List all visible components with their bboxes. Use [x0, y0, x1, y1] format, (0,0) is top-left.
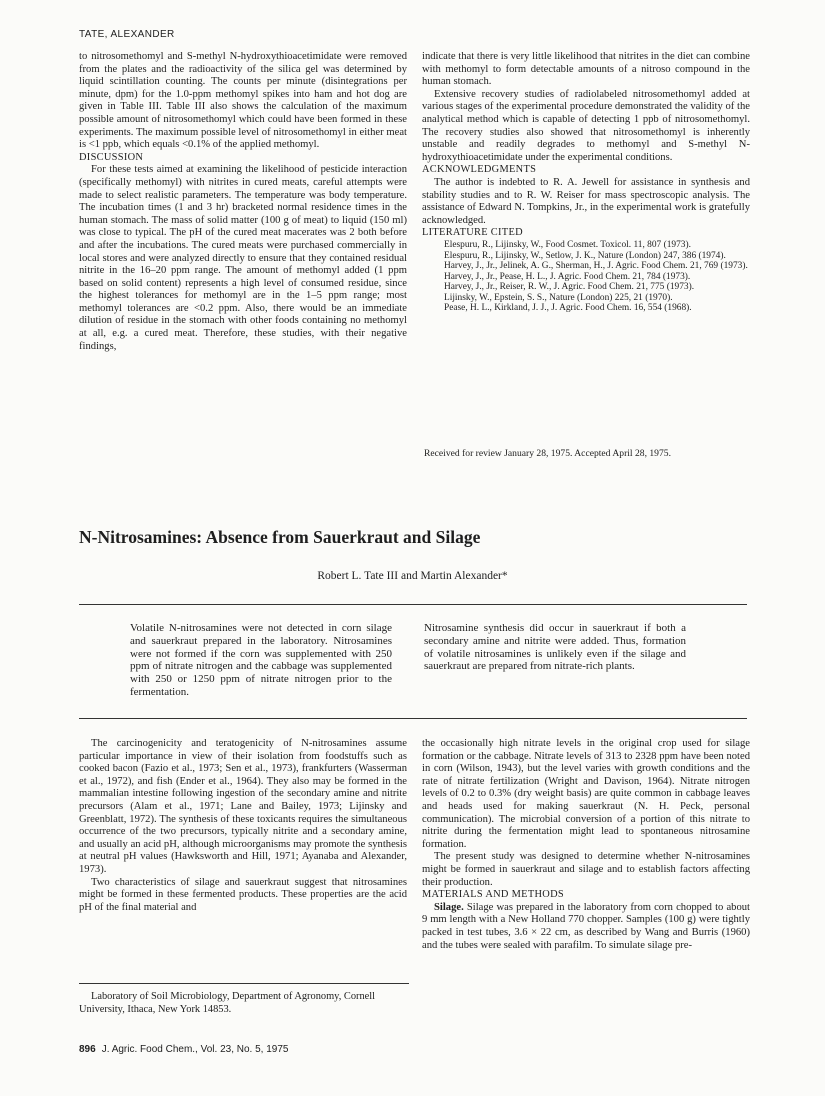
paragraph: to nitrosomethomyl and S-methyl N-hydroxythioacetimidate were removed from the plates and the radioactivity of the silica gel was determined by liquid scintillation counting. The counts per minute (disintegrations per minute, dpm) for the 1.0-ppm methomyl spikes into ham and hot dog are given in Table III. Table III also shows the calculation of the maximum possible amount of nitrosomethomyl which could have been formed in these experiments. The maximum possible level of nitrosomethomyl in either meat is <1 ppb, which equals <0.1% of the applied methomyl. — [79, 51, 407, 151]
acknowledgments-heading: ACKNOWLEDGMENTS — [422, 164, 537, 176]
abstract-bottom-rule — [79, 718, 747, 719]
methods-heading: MATERIALS AND METHODS — [422, 889, 564, 901]
abstract-right — [424, 622, 686, 673]
page-number: 896 — [79, 1044, 96, 1055]
paragraph: Extensive recovery studies of radiolabeled nitrosomethomyl added at various stages of the experimental procedure demonstrated the validity of the analytical method which is capable of detecting 1 ppb of nitrosomethomyl. The recovery studies also showed that nitrosomethomyl is inherently unstable and readily degrades to methomyl and S-methyl N-hydroxythioacetimidate under the experimental conditions. — [422, 88, 750, 163]
body-left-column — [79, 738, 407, 914]
literature-heading: LITERATURE CITED — [422, 227, 523, 239]
footnote-rule — [79, 983, 409, 984]
received-note: Received for review January 28, 1975. Accepted April 28, 1975. — [424, 448, 671, 459]
top-left-column — [79, 51, 407, 353]
reference-item: Harvey, J., Jr., Reiser, R. W., J. Agric. Food Chem. 21, 775 (1973). — [444, 282, 695, 293]
paragraph: indicate that there is very little likelihood that nitrites in the diet can combine with methomyl to form detectable amounts of a nitroso compound in the human stomach. — [422, 51, 750, 88]
journal-citation: J. Agric. Food Chem., Vol. 23, No. 5, 1975 — [101, 1044, 289, 1055]
reference-list — [422, 240, 750, 314]
reference-item: Pease, H. L., Kirkland, J. J., J. Agric. Food Chem. 16, 554 (1968). — [444, 303, 692, 314]
acknowledgments-text: The author is indebted to R. A. Jewell for assistance in synthesis and stability studies and to R. W. Reiser for mass spectroscopic analysis. The assistance of Edward N. Tompkins, Jr., in the experimental work is gratefully acknowledged. — [422, 176, 750, 226]
top-right-column — [422, 51, 750, 314]
body-right-column — [422, 738, 750, 952]
paragraph: The present study was designed to determine whether N-nitrosamines might be formed in sauerkraut and silage and to establish factors affecting their production. — [422, 851, 750, 888]
discussion-heading: DISCUSSION — [79, 151, 144, 163]
running-head: TATE, ALEXANDER — [79, 29, 175, 40]
reference-item: Harvey, J., Jr., Pease, H. L., J. Agric. Food Chem. 21, 784 (1973). — [444, 271, 691, 282]
reference-item: Lijinsky, W., Epstein, S. S., Nature (London) 225, 21 (1970). — [444, 292, 673, 303]
paragraph: Two characteristics of silage and sauerkraut suggest that nitrosamines might be formed in these fermented products. These properties are the acid pH of the final material and — [79, 876, 407, 913]
paragraph: For these tests aimed at examining the likelihood of pesticide interaction (specifically methomyl) with nitrites in cured meats, careful attempts were made to select realistic parameters. The temperature was body temperature. The incubation times (1 and 3 hr) bracketed normal residence times in the human stomach. The mass of solid matter (100 g of meat) to liquid (150 ml) was close to typical. The pH of the cured meat macerates was 2 both before and after the incubations. The cured meats were purchased commercially in local stores and were analyzed directly to ensure that they contained residual nitrite in the 16–20 ppm range. The amount of methomyl added (1 ppm based on solid content) represents a high level of consumed residue, since the highest tolerances for methomyl are in the 1–5 ppm range; most methomyl tolerances are <0.2 ppm. Also, there would be an immediate dilution of residue in the stomach with other foods containing no methomyl at all, e.g. a cured meat. Therefore, these studies, with their negative findings, — [79, 164, 407, 352]
reference-item: Elespuru, R., Lijinsky, W., Food Cosmet. Toxicol. 11, 807 (1973). — [444, 239, 691, 250]
paragraph — [422, 902, 750, 952]
reference-item: Elespuru, R., Lijinsky, W., Setlow, J. K., Nature (London) 247, 386 (1974). — [444, 250, 726, 261]
article-authors: Robert L. Tate III and Martin Alexander* — [317, 570, 508, 582]
abstract-text: Volatile N-nitrosamines were not detected in corn silage and sauerkraut prepared in the laboratory. Nitrosamines were not formed if the corn was supplemented with 250 ppm of nitrate nitrogen and the cabbage was supplemented with 250 or 1250 ppm of nitrate nitrogen prior to the fermentation. — [130, 622, 392, 698]
paragraph: the occasionally high nitrate levels in the original crop used for silage formation or the cabbage. Nitrate levels of 313 to 2328 ppm have been noted in corn (Wilson, 1943), but the level varies with growth conditions and the rate of nitrate fertilization (Wright and Davison, 1964). Nitrate nitrogen levels of 0.2 to 0.3% (dry weight basis) are quite common in cabbage leaves and heads used for making sauerkraut (N. H. Peck, personal communication). The microbial conversion of a portion of this nitrate to nitrite during the fermentation might lead to spontaneous nitrosamine formation. — [422, 738, 750, 850]
page-footer — [79, 1044, 288, 1055]
affiliation-footnote: Laboratory of Soil Microbiology, Department of Agronomy, Cornell University, Ithaca, New York 14853. — [79, 991, 376, 1015]
silage-text: Silage was prepared in the laboratory from corn chopped to about 9 mm length with a New Holland 770 chopper. Samples (100 g) were tightly packed in test tubes, 3.6 × 22 cm, as described by Wang and Burris (1960) and the tubes were sealed with parafilm. To simulate silage pre- — [422, 901, 750, 951]
silage-subheading: Silage. — [434, 901, 464, 913]
paragraph: The carcinogenicity and teratogenicity of N-nitrosamines assume particular importance in view of their isolation from foodstuffs such as cooked bacon (Fazio et al., 1973; Sen et al., 1973), frankfurters (Wasserman et al., 1972), and fish (Ender et al., 1964). They also may be formed in the mammalian intestine following ingestion of the secondary amine and nitrite precursors (Alam et al., 1971; Lane and Bailey, 1973; Lijinsky and Greenblatt, 1972). The synthesis of these toxicants requires the simultaneous occurrence of the two precursors, typically nitrite and a secondary amine, and usually an acid pH, although microorganisms may promote the synthesis at neutral pH values (Hawksworth and Hill, 1971; Ayanaba and Alexander, 1973). — [79, 738, 407, 875]
abstract-top-rule — [79, 604, 747, 605]
article-title: N-Nitrosamines: Absence from Sauerkraut and Silage — [79, 527, 481, 547]
reference-item: Harvey, J., Jr., Jelinek, A. G., Sherman, H., J. Agric. Food Chem. 21, 769 (1973). — [444, 261, 748, 272]
abstract-left — [130, 622, 392, 699]
abstract-text: Nitrosamine synthesis did occur in sauerkraut if both a secondary amine and nitrite were added. Thus, formation of volatile nitrosamines is unlikely even if the silage and sauerkraut are prepared from nitrate-rich plants. — [424, 622, 686, 673]
